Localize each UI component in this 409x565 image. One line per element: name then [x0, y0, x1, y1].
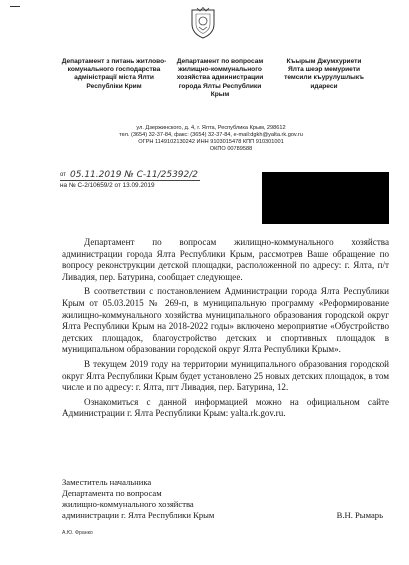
body-paragraph-2: В соответствии с постановлением Администрации города Ялта Республики Крым от 05.03.2015 № 269-п, в муниципальную программу «Реформирование жилищно-коммунального хозяйства муниципального образования городской округ Ялта Республики Крым на 2018-2022 годы» включено мероприятие «Обустройство детских площадок, благоустройство детских и спортивных площадок в муниципальном образовании городской округ Ялта Республики Крым». [62, 286, 389, 355]
signature-position-line-2: Департамента по вопросам [62, 488, 162, 498]
redacted-addressee [262, 172, 389, 224]
outgoing-block [60, 168, 200, 189]
header-crimean-tatar: Къырым Джумхуриети Ялта шеэр мемуриети темсили къурулушлыкъ идареси [284, 58, 364, 90]
contacts-address: ул. Дзержинского, д. 4, г. Ялта, Республика Крым, 298612 [136, 125, 286, 131]
outgoing-handwritten-number: 05.11.2019 № С-11/25392/2 [70, 170, 199, 180]
executor-note: А.Ю. Франко [62, 530, 93, 536]
outgoing-number-line [60, 168, 200, 181]
header-ukrainian: Департамент з питань житлово-комунального господарства адміністрації міста Ялти Республіки Крим [61, 58, 167, 90]
outgoing-reference: на № С-2/10659/2 от 13.09.2019 [60, 182, 155, 189]
contacts-block [100, 125, 322, 153]
signature-block [62, 477, 389, 521]
signature-position-line-4: администрации г. Ялта Республики Крым [62, 510, 215, 520]
outgoing-prefix: от [60, 172, 66, 178]
body-paragraph-4: Ознакомиться с данной информацией можно на официальном сайте Администрации г. Ялта Республики Крым: yalta.rk.gov.ru. [62, 396, 389, 419]
header-russian: Департамент по вопросам жилищно-коммунального хозяйства администрации города Ялты Республики Крым [176, 58, 264, 98]
signature-name: В.Н. Рымарь [336, 510, 383, 520]
contacts-phone: тел. (3654) 32-37-84, факс: (3654) 32-37-84, e-mail:dgkh@yalta.rk.gov.ru [119, 132, 303, 138]
contacts-okpo: ОКПО 00789588 [209, 146, 253, 152]
signature-position-line-1: Заместитель начальника [62, 477, 152, 487]
top-dash-mark [10, 6, 20, 7]
body-paragraph-3: В текущем 2019 году на территории муниципального образования городской округ Ялта Республики Крым будет установлено 25 новых детских площадок, в том числе и по адресу: г. Ялта, пгт Ливадия, пер. Батурина, 12. [62, 358, 389, 393]
letter-body [62, 237, 389, 420]
body-paragraph-1: Департамент по вопросам жилищно-коммунального хозяйства администрации города Ялта Республики Крым, рассмотрев Ваше обращение по вопросу реконструкции детской площадки, расположенной по адресу: г. Ялта, п/т Ливадия, пер. Батурина, сообщает следующее. [62, 237, 389, 282]
signature-position-line-3: жилищно-коммунального хозяйства [62, 499, 194, 509]
coat-of-arms-emblem [188, 6, 218, 40]
contacts-registration: ОГРН 1149102130242 ИНН 9103015478 КПП 910301001 [138, 139, 284, 145]
